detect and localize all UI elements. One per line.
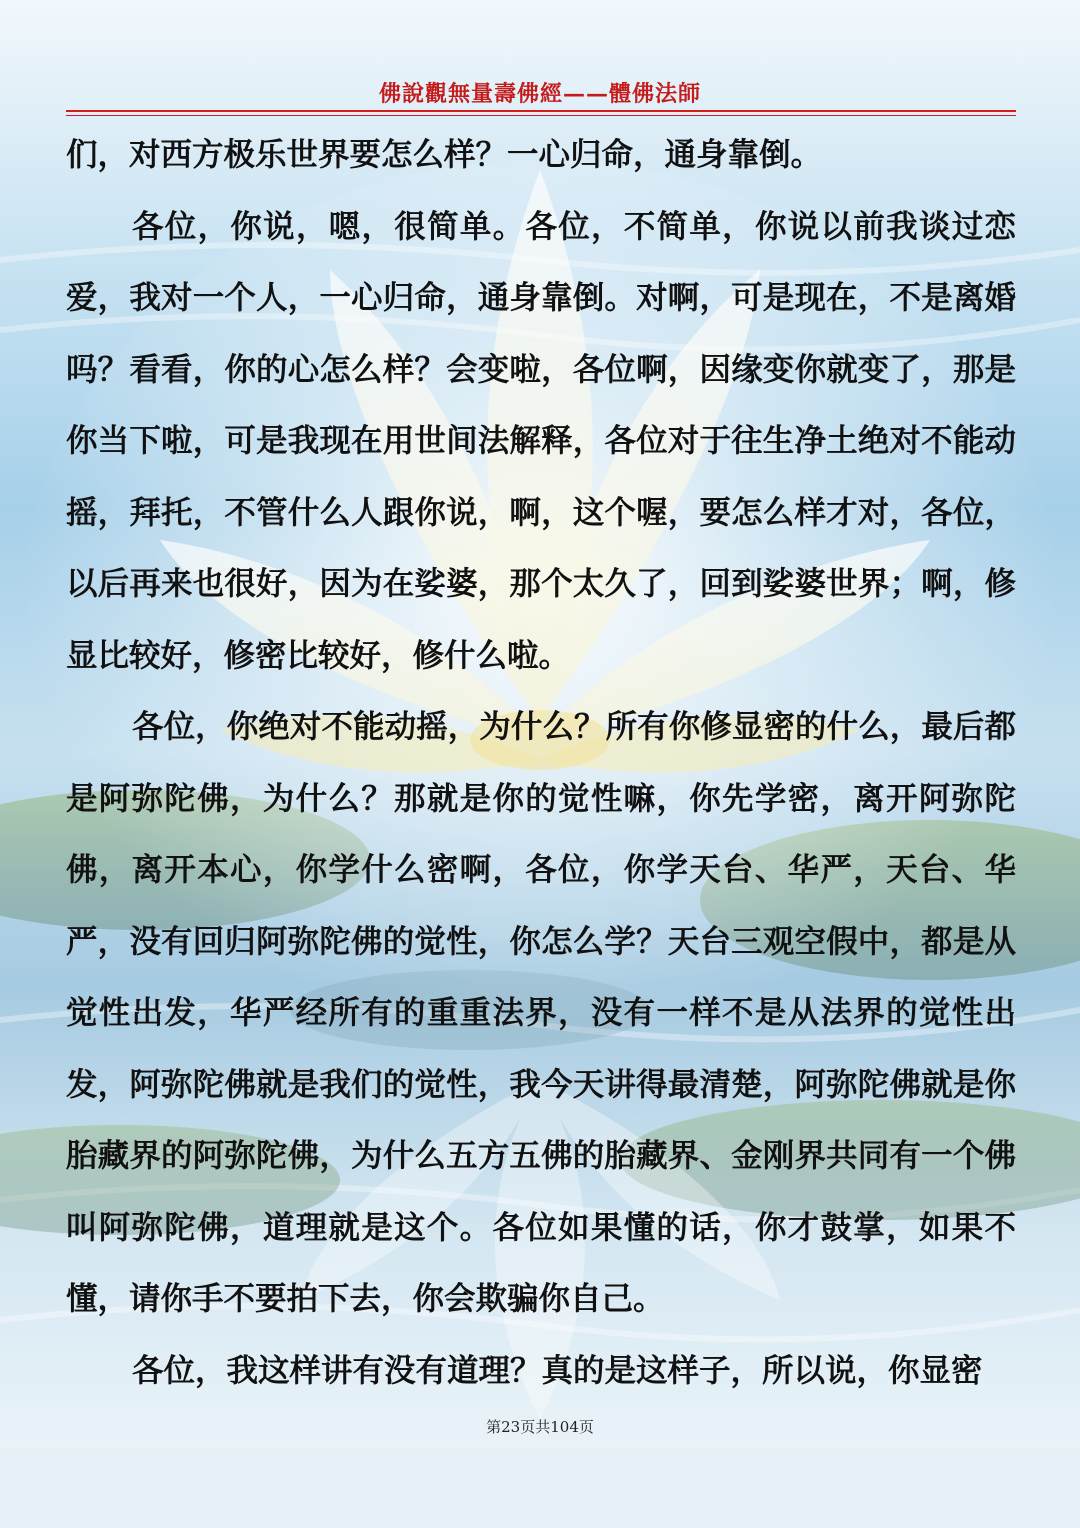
- paragraph-1: 们，对西方极乐世界要怎么样？一心归命，通身靠倒。: [66, 136, 823, 173]
- paragraph-2: 各位，你说，嗯，很简单。各位，不简单，你说以前我谈过恋爱，我对一个人，一心归命，通身靠倒。对啊，可是现在，不是离婚吗？看看，你的心怎么样？会变啦，各位啊，因缘变你就变了，那是你当下啦，可是我现在用世间法解释，各位对于往生净土绝对不能动摇，拜托，不管什么人跟你说，啊，这个喔，要怎么样才对，各位，以后再来也很好，因为在娑婆，那个太久了，回到娑婆世界；啊，修显比较好，修密比较好，修什么啦。: [66, 207, 1016, 674]
- paragraph-4: 各位，我这样讲有没有道理？真的是这样子，所以说，你显密: [132, 1351, 983, 1389]
- page-header-title: 佛說觀無量壽佛經——體佛法師: [378, 81, 701, 107]
- bottom-margin: [0, 1448, 1080, 1528]
- paragraph-3: 各位，你绝对不能动摇，为什么？所有你修显密的什么，最后都是阿弥陀佛，为什么？那就是你的觉性嘛，你先学密，离开阿弥陀佛，离开本心，你学什么密啊，各位，你学天台、华严，天台、华严，没有回归阿弥陀佛的觉性，你怎么学？天台三观空假中，都是从觉性出发，华严经所有的重重法界，没有一样不是从法界的觉性出发，阿弥陀佛就是我们的觉性，我今天讲得最清楚，阿弥陀佛就是你胎藏界的阿弥陀佛，为什么五方五佛的胎藏界、金刚界共同有一个佛叫阿弥陀佛，道理就是这个。各位如果懂的话，你才鼓掌，如果不懂，请你手不要拍下去，你会欺骗你自己。: [66, 708, 1016, 1317]
- body-text: [66, 119, 1016, 1406]
- header-divider-thin: [66, 115, 1016, 116]
- header-divider-thick: [66, 110, 1016, 112]
- page-number: 第23页共104页: [486, 1418, 594, 1436]
